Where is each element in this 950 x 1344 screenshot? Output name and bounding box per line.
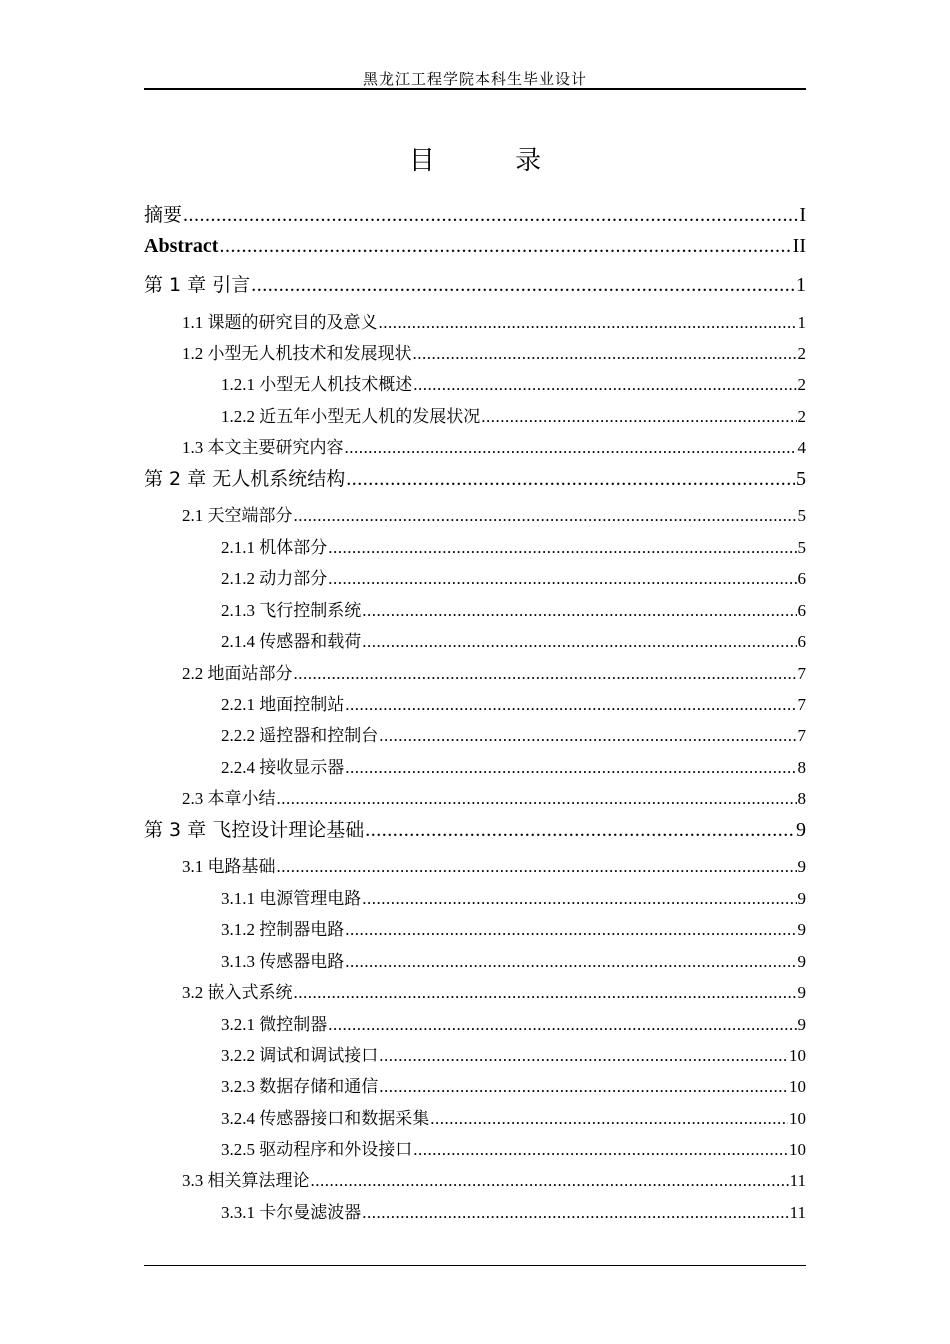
toc-chapter-entry[interactable] bbox=[144, 270, 806, 298]
toc-subsection-entry[interactable] bbox=[221, 1104, 806, 1128]
toc-subsection-entry[interactable] bbox=[221, 596, 806, 620]
toc-entry-label: 2.1 天空端部分 bbox=[182, 506, 293, 525]
toc-entry-page: 5 bbox=[796, 468, 806, 490]
toc-entry-label: 2.2.2 遥控器和控制台 bbox=[221, 726, 379, 745]
toc-entry-label: 2.1.1 机体部分 bbox=[221, 538, 328, 557]
toc-entry-label: 3.3 相关算法理论 bbox=[182, 1171, 310, 1190]
toc-leader-dots bbox=[345, 758, 796, 778]
toc-leader-dots bbox=[294, 983, 797, 1003]
toc-entry-page: 10 bbox=[789, 1077, 806, 1096]
toc-subsection-entry[interactable] bbox=[221, 1010, 806, 1034]
toc-leader-dots bbox=[413, 344, 797, 364]
toc-entry-label: 3.2.1 微控制器 bbox=[221, 1015, 328, 1034]
toc-section-entry[interactable] bbox=[182, 659, 806, 683]
toc-leader-dots bbox=[362, 601, 796, 621]
toc-leader-dots bbox=[183, 204, 798, 227]
toc-entry-label: 2.1.4 传感器和载荷 bbox=[221, 632, 362, 651]
toc-entry-page: 6 bbox=[797, 569, 806, 588]
toc-subsection-entry[interactable] bbox=[221, 721, 806, 745]
toc-entry-page: 2 bbox=[797, 407, 806, 426]
toc-leader-dots bbox=[362, 889, 796, 909]
toc-leader-dots bbox=[311, 1171, 789, 1191]
toc-leader-dots bbox=[328, 569, 796, 589]
toc-entry-page: 5 bbox=[797, 538, 806, 557]
toc-entry-label: 3.2.4 传感器接口和数据采集 bbox=[221, 1109, 430, 1128]
toc-entry-label: 3.1.3 传感器电路 bbox=[221, 952, 345, 971]
toc-entry-page: 8 bbox=[797, 789, 806, 808]
toc-title: 目 录 bbox=[408, 146, 578, 176]
toc-entry-page: 9 bbox=[796, 819, 806, 841]
toc-leader-dots bbox=[251, 274, 795, 297]
toc-leader-dots bbox=[346, 468, 795, 491]
toc-chapter-entry[interactable] bbox=[144, 464, 806, 492]
toc-leader-dots bbox=[362, 632, 796, 652]
toc-subsection-entry[interactable] bbox=[221, 1198, 806, 1222]
toc-subsection-entry[interactable] bbox=[221, 1072, 806, 1096]
toc-subsection-entry[interactable] bbox=[221, 1135, 806, 1159]
toc-entry-page: 5 bbox=[797, 506, 806, 525]
toc-entry-page: 11 bbox=[789, 1203, 806, 1222]
toc-leader-dots bbox=[379, 1046, 788, 1066]
toc-entry-label: 3.3.1 卡尔曼滤波器 bbox=[221, 1203, 362, 1222]
toc-section-entry[interactable] bbox=[182, 339, 806, 363]
toc-section-entry[interactable] bbox=[182, 1166, 806, 1190]
toc-leader-dots bbox=[362, 1203, 788, 1223]
toc-entry-page: 2 bbox=[797, 344, 806, 363]
toc-entry-page: 9 bbox=[797, 889, 806, 908]
toc-entry-label: 3.2.2 调试和调试接口 bbox=[221, 1046, 379, 1065]
toc-subsection-entry[interactable] bbox=[221, 690, 806, 714]
toc-entry-label: 第 3 章 飞控设计理论基础 bbox=[144, 819, 365, 841]
toc-entry-label: 1.3 本文主要研究内容 bbox=[182, 438, 344, 457]
toc-subsection-entry[interactable] bbox=[221, 402, 806, 426]
toc-entry-label: 3.2 嵌入式系统 bbox=[182, 983, 293, 1002]
header-rule bbox=[144, 88, 806, 90]
toc-entry-page: 1 bbox=[796, 274, 806, 296]
toc-entry-page: 11 bbox=[789, 1171, 806, 1190]
toc-entry-page: 10 bbox=[789, 1140, 806, 1159]
toc-entry-page: 6 bbox=[797, 632, 806, 651]
toc-subsection-entry[interactable] bbox=[221, 947, 806, 971]
toc-entry[interactable] bbox=[144, 200, 806, 228]
toc-entry-label: 3.2.5 驱动程序和外设接口 bbox=[221, 1140, 413, 1159]
toc-entry-page: 9 bbox=[797, 857, 806, 876]
toc-entry-label: 第 2 章 无人机系统结构 bbox=[144, 468, 346, 490]
toc-entry-label: 第 1 章 引言 bbox=[144, 274, 251, 296]
toc-entry-label: 2.2.1 地面控制站 bbox=[221, 695, 345, 714]
toc-entry-label: 3.1.1 电源管理电路 bbox=[221, 889, 362, 908]
toc-leader-dots bbox=[294, 664, 797, 684]
toc-entry-label: 1.2.2 近五年小型无人机的发展状况 bbox=[221, 407, 481, 426]
toc-chapter-entry[interactable] bbox=[144, 815, 806, 843]
toc-section-entry[interactable] bbox=[182, 433, 806, 457]
toc-section-entry[interactable] bbox=[182, 852, 806, 876]
toc-leader-dots bbox=[277, 857, 797, 877]
toc-leader-dots bbox=[413, 1140, 788, 1160]
toc-leader-dots bbox=[345, 952, 796, 972]
toc-leader-dots bbox=[413, 375, 796, 395]
toc-entry-page: 8 bbox=[797, 758, 806, 777]
page-header-title: 黑龙江工程学院本科生毕业设计 bbox=[362, 70, 587, 88]
toc-entry-label: 2.3 本章小结 bbox=[182, 789, 276, 808]
toc-subsection-entry[interactable] bbox=[221, 884, 806, 908]
toc-entry-page: 7 bbox=[797, 695, 806, 714]
toc-leader-dots bbox=[379, 726, 796, 746]
toc-leader-dots bbox=[328, 1015, 796, 1035]
footer-rule bbox=[144, 1265, 806, 1266]
toc-entry-page: I bbox=[799, 204, 806, 226]
toc-subsection-entry[interactable] bbox=[221, 533, 806, 557]
toc-entry-label: 摘要 bbox=[144, 204, 183, 226]
toc-entry-label: Abstract bbox=[144, 235, 219, 257]
toc-entry-label: 3.1 电路基础 bbox=[182, 857, 276, 876]
toc-entry-page: 9 bbox=[797, 1015, 806, 1034]
toc-entry-label: 2.2.4 接收显示器 bbox=[221, 758, 345, 777]
toc-entry-page: 6 bbox=[797, 601, 806, 620]
toc-entry[interactable] bbox=[144, 235, 806, 263]
toc-subsection-entry[interactable] bbox=[221, 370, 806, 394]
toc-leader-dots bbox=[294, 506, 797, 526]
toc-leader-dots bbox=[345, 695, 796, 715]
toc-leader-dots bbox=[277, 789, 797, 809]
toc-entry-page: 9 bbox=[797, 983, 806, 1002]
toc-leader-dots bbox=[430, 1109, 788, 1129]
toc-leader-dots bbox=[365, 819, 795, 842]
toc-entry-page: 10 bbox=[789, 1109, 806, 1128]
toc-section-entry[interactable] bbox=[182, 308, 806, 332]
toc-entry-page: 10 bbox=[789, 1046, 806, 1065]
toc-entry-page: 4 bbox=[797, 438, 806, 457]
toc-subsection-entry[interactable] bbox=[221, 1041, 806, 1065]
toc-section-entry[interactable] bbox=[182, 978, 806, 1002]
toc-leader-dots bbox=[219, 235, 791, 258]
toc-entry-label: 1.1 课题的研究目的及意义 bbox=[182, 313, 378, 332]
toc-leader-dots bbox=[345, 438, 797, 458]
toc-section-entry[interactable] bbox=[182, 784, 806, 808]
toc-leader-dots bbox=[328, 538, 796, 558]
toc-entry-label: 2.1.3 飞行控制系统 bbox=[221, 601, 362, 620]
toc-entry-label: 3.2.3 数据存储和通信 bbox=[221, 1077, 379, 1096]
toc-entry-page: 2 bbox=[797, 375, 806, 394]
toc-entry-page: 7 bbox=[797, 664, 806, 683]
toc-subsection-entry[interactable] bbox=[221, 627, 806, 651]
toc-entry-label: 1.2.1 小型无人机技术概述 bbox=[221, 375, 413, 394]
toc-subsection-entry[interactable] bbox=[221, 564, 806, 588]
toc-leader-dots bbox=[481, 407, 796, 427]
toc-subsection-entry[interactable] bbox=[221, 915, 806, 939]
toc-entry-page: 9 bbox=[797, 952, 806, 971]
toc-entry-label: 3.1.2 控制器电路 bbox=[221, 920, 345, 939]
toc-entry-label: 2.2 地面站部分 bbox=[182, 664, 293, 683]
toc-leader-dots bbox=[379, 313, 797, 333]
toc-entry-page: II bbox=[792, 235, 806, 257]
toc-leader-dots bbox=[379, 1077, 788, 1097]
toc-leader-dots bbox=[345, 920, 796, 940]
toc-entry-page: 1 bbox=[797, 313, 806, 332]
toc-subsection-entry[interactable] bbox=[221, 753, 806, 777]
toc-entry-label: 1.2 小型无人机技术和发展现状 bbox=[182, 344, 412, 363]
toc-entry-label: 2.1.2 动力部分 bbox=[221, 569, 328, 588]
toc-section-entry[interactable] bbox=[182, 501, 806, 525]
toc-entry-page: 7 bbox=[797, 726, 806, 745]
toc-entry-page: 9 bbox=[797, 920, 806, 939]
